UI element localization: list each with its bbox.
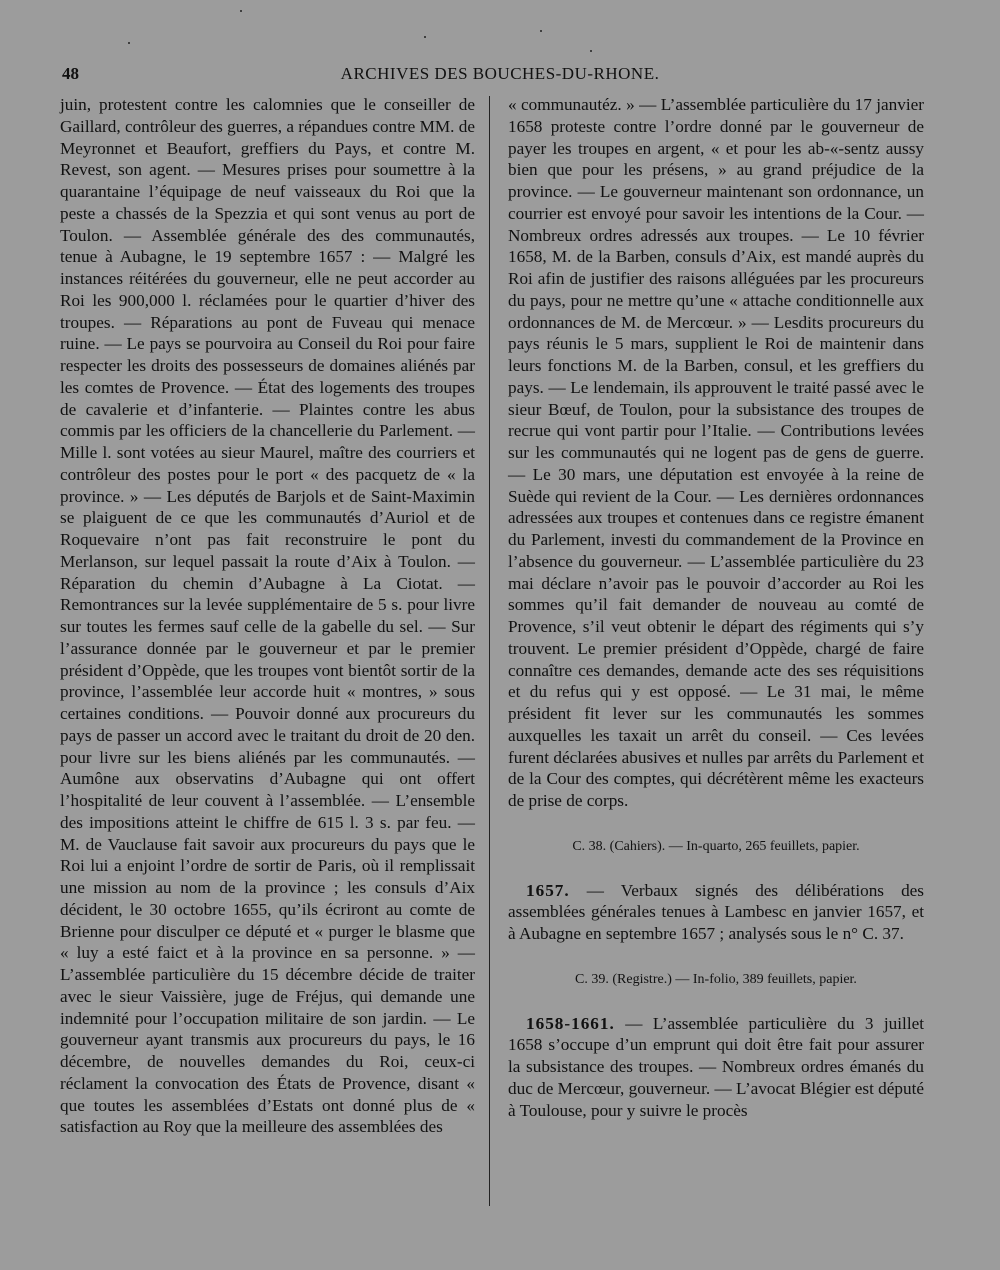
scan-speck bbox=[240, 10, 242, 12]
entry-1658-1661 bbox=[508, 1013, 924, 1122]
archive-reference-c38: C. 38. (Cahiers). — In-quarto, 265 feuillets, papier. bbox=[572, 838, 860, 854]
column-divider bbox=[489, 96, 490, 1206]
right-column bbox=[508, 94, 924, 1121]
left-column bbox=[60, 94, 475, 1138]
right-column-text: « communautéz. » — L’assemblée particulière du 17 janvier 1658 proteste contre l’ordre donné par le gouverneur de payer les troupes en argent, « et pour les ab-«-sentz aussy bien que pour les présens, » au grand préjudice de la province. — Le gouverneur maintenant son ordonnance, un courrier est envoyé pour savoir les intentions de la Cour. — Nombreux ordres adressés aux troupes. — Le 10 février 1658, M. de la Barben, consuls d’Aix, est mandé auprès du Roi afin de justifier des raisons alléguées par les procureurs du pays, pour ne mettre qu’une « attache conditionnelle aux ordonnances de M. de Mercœur. » — Lesdits procureurs du pays réunis le 5 mars, supplient le Roi de maintenir dans leurs fonctions M. de la Barben, consul, et les greffiers du pays. — Le lendemain, ils approuvent le traité passé avec le sieur Bœuf, de Toulon, pour la subsistance des troupes de recrue qui vont partir pour l’Italie. — Contributions levées sur les communautés qui ne logent pas de gens de guerre. — Le 30 mars, une députation est envoyée à la reine de Suède qui revient de la Cour. — Les dernières ordonnances adressées aux troupes et contenues dans ce registre émanent du Parlement, investi du commandement de la Province en l’absence du gouverneur. — L’assemblée particulière du 23 mai déclare n’avoir pas le pouvoir d’accorder au Roi les sommes qu’il fait demander de nouveau au comté de Provence, s’il veut obtenir le départ des régiments qui s’y trouvent. Le premier président d’Oppède, chargé de faire connaître ces demandes, demande acte des ses réquisitions et du refus qui y est opposé. — Le 31 mai, le même président fit lever sur les communautés les sommes auxquelles les taxait un arrêt du conseil. — Ces levées furent déclarées abusives et nulles par arrêts du Parlement et de la Cour des comptes, qui décrétèrent même les exacteurs de prise de corps. bbox=[508, 95, 924, 810]
scan-speck bbox=[590, 50, 592, 52]
scan-speck bbox=[424, 36, 426, 38]
entry-text: — Verbaux signés des délibérations des assemblées générales tenues à Lambesc en janvier 1657, et à Aubagne en septembre 1657 ; analysés sous le n° C. 37. bbox=[508, 880, 924, 943]
entry-year: 1657. bbox=[526, 880, 570, 900]
left-column-text: juin, protestent contre les calomnies que le conseiller de Gaillard, contrôleur des guerres, a répandues contre MM. de Meyronnet et Beaufort, greffiers du Pays, et contre M. Revest, son agent. — Mesures prises pour soumettre à la quarantaine l’équipage de neuf vaisseaux du Roi que la peste a chassés de la Spezzia et qui sont venus au port de Toulon. — Assemblée générale des des communautés, tenue à Aubagne, le 19 septembre 1657 : — Malgré les instances réitérées du gouverneur, elle ne peut accorder au Roi les 900,000 l. réclamées pour le quartier d’hiver des troupes. — Réparations au pont de Fuveau qui menace ruine. — Le pays se pourvoira au Conseil du Roi pour faire respecter les droits des possesseurs de domaines aliénés par les comtes de Provence. — État des logements des troupes de cavalerie et d’infanterie. — Plaintes contre les abus commis par les officiers de la chancellerie du Parlement. — Mille l. sont votées au sieur Maurel, maître des courriers et contrôleur des postes pour le port « des pacquetz de « la province. » — Les députés de Barjols et de Saint-Maximin se plaiguent de ce que les communautés d’Auriol et de Roquevaire n’ont pas fait reconstruire le pont du Merlanson, sur lequel passait la route d’Aix à Toulon. — Réparation du chemin d’Aubagne à La Ciotat. — Remontrances sur la levée supplémentaire de 5 s. pour livre sur toutes les fermes sauf celle de la gabelle du sel. — Sur l’assurance donnée par le gouverneur et par le premier président d’Oppède, que les troupes vont bientôt sortir de la province, l’assemblée leur accorde huit « montres, » sous certaines conditions. — Pouvoir donné aux procureurs du pays de passer un accord avec le traitant du droit de 20 den. pour livre sur les biens aliénés par les communautés. — Aumône aux observatins d’Aubagne qui ont offert l’hospitalité de leur couvent à l’assemblée. — L’ensemble des impositions atteint le chiffre de 615 l. 3 s. par feu. — M. de Vauclause fait savoir aux procureurs du pays que le Roi lui a enjoint l’ordre de sortir de Paris, où il remplissait une mission au nom de la province ; les consuls d’Aix décident, le 30 octobre 1655, qu’ils écriront au comte de Brienne pour disculper ce député et « purger le blasme que « luy a esté faict et à la province en sa personne. » — L’assemblée particulière du 15 décembre décide de traiter avec le sieur Vaissière, juge de Fréjus, qui demande une indemnité pour l’occupation militaire de son jardin. — Le gouverneur ayant transmis aux procureurs du pays, le 16 décembre, de nouvelles demandes du Roi, ceux-ci réclament la convocation des États de Provence, disant « que toutes les assemblées d’Estats ont donné plus de « satisfaction au Roy que la meilleure des assemblées des bbox=[60, 95, 475, 1137]
entry-1657 bbox=[508, 880, 924, 945]
scan-speck bbox=[128, 42, 130, 44]
entry-year: 1658-1661. bbox=[526, 1013, 615, 1033]
page-number: 48 bbox=[62, 64, 79, 83]
entry-text: — L’assemblée particulière du 3 juillet 1658 s’occupe d’un emprunt qui doit être fait pour assurer la subsistance des troupes. — Nombreux ordres émanés du duc de Mercœur, gouverneur. — L’avocat Blégier est député à Toulouse, pour y suivre le procès bbox=[508, 1013, 924, 1120]
scan-speck bbox=[540, 30, 542, 32]
archive-reference-c39: C. 39. (Registre.) — In-folio, 389 feuillets, papier. bbox=[575, 971, 857, 987]
running-title: ARCHIVES DES BOUCHES-DU-RHONE. bbox=[340, 64, 660, 83]
